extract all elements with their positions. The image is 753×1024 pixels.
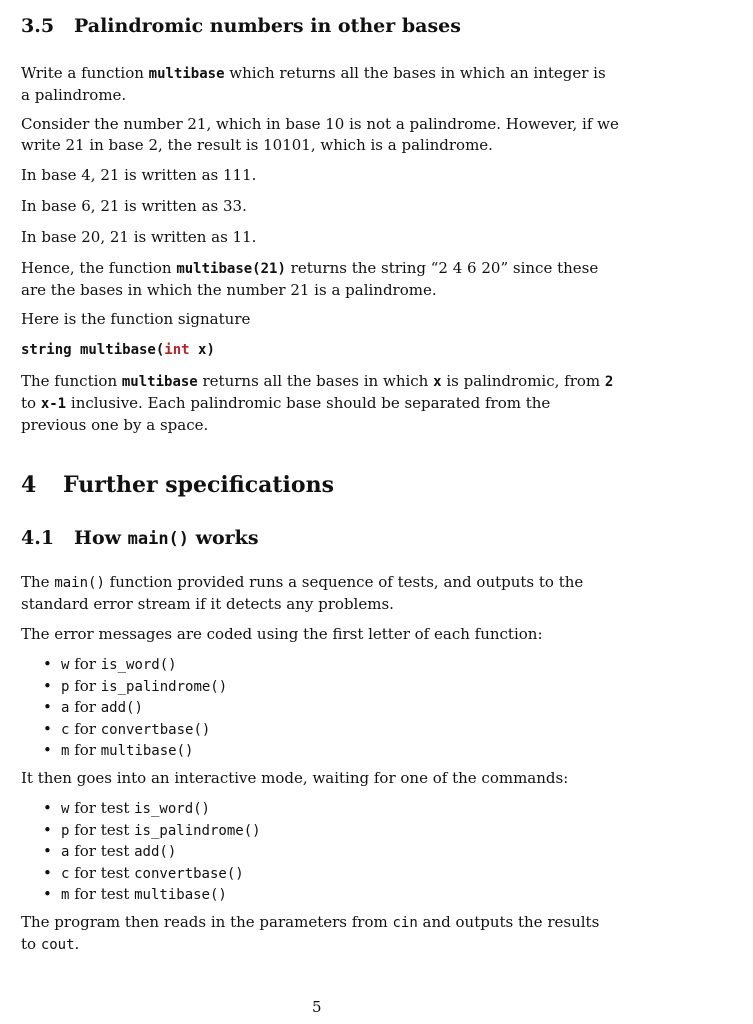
list-item: • p for test is_palindrome() [21, 820, 619, 842]
paragraph-base20: In base 20, 21 is written as 11. [21, 228, 257, 246]
command-list [21, 798, 619, 906]
paragraph-error-codes-intro: The error messages are coded using the first letter of each function: [21, 625, 543, 643]
paragraph-base4: In base 4, 21 is written as 111. [21, 166, 257, 184]
list-item: • w for is_word() [21, 654, 619, 676]
list-item: • c for test convertbase() [21, 863, 619, 885]
list-item: • p for is_palindrome() [21, 676, 619, 698]
paragraph-io: The program then reads in the parameters from cin and outputs the results to cout. [21, 913, 600, 953]
error-code-list [21, 654, 619, 762]
paragraph-signature-intro: Here is the function signature [21, 310, 251, 328]
list-item: • m for test multibase() [21, 884, 619, 906]
paragraph-interactive-intro: It then goes into an interactive mode, waiting for one of the commands: [21, 769, 569, 787]
paragraph-example: Consider the number 21, which in base 10 is not a palindrome. However, if we write 21 in base 2, the result is 10101, which is a palindrome. [21, 115, 619, 154]
paragraph-main-description: The main() function provided runs a sequence of tests, and outputs to the standard error stream if it detects any problems. [21, 573, 584, 613]
list-item: • w for test is_word() [21, 798, 619, 820]
section-heading-3-5: 3.5 Palindromic numbers in other bases [21, 15, 461, 37]
page-number: 5 [312, 998, 322, 1016]
section-heading-4: 4 Further specifications [21, 472, 334, 498]
paragraph-function-description: The function multibase returns all the bases in which x is palindromic, from 2 to x-1 inclusive. Each palindromic base should be separated from the previous one by a space. [21, 372, 614, 434]
list-item: • c for convertbase() [21, 719, 619, 741]
function-signature: string multibase(int x) [21, 342, 215, 358]
paragraph-base6: In base 6, 21 is written as 33. [21, 197, 247, 215]
paragraph-hence: Hence, the function multibase(21) returns the string “2 4 6 20” since these are the bases in which the number 21 is a palindrome. [21, 259, 599, 299]
section-heading-4-1: 4.1 How main() works [21, 527, 259, 549]
list-item: • a for add() [21, 697, 619, 719]
list-item: • m for multibase() [21, 740, 619, 762]
list-item: • a for test add() [21, 841, 619, 863]
paragraph-intro: Write a function multibase which returns all the bases in which an integer is a palindrome. [21, 64, 606, 104]
